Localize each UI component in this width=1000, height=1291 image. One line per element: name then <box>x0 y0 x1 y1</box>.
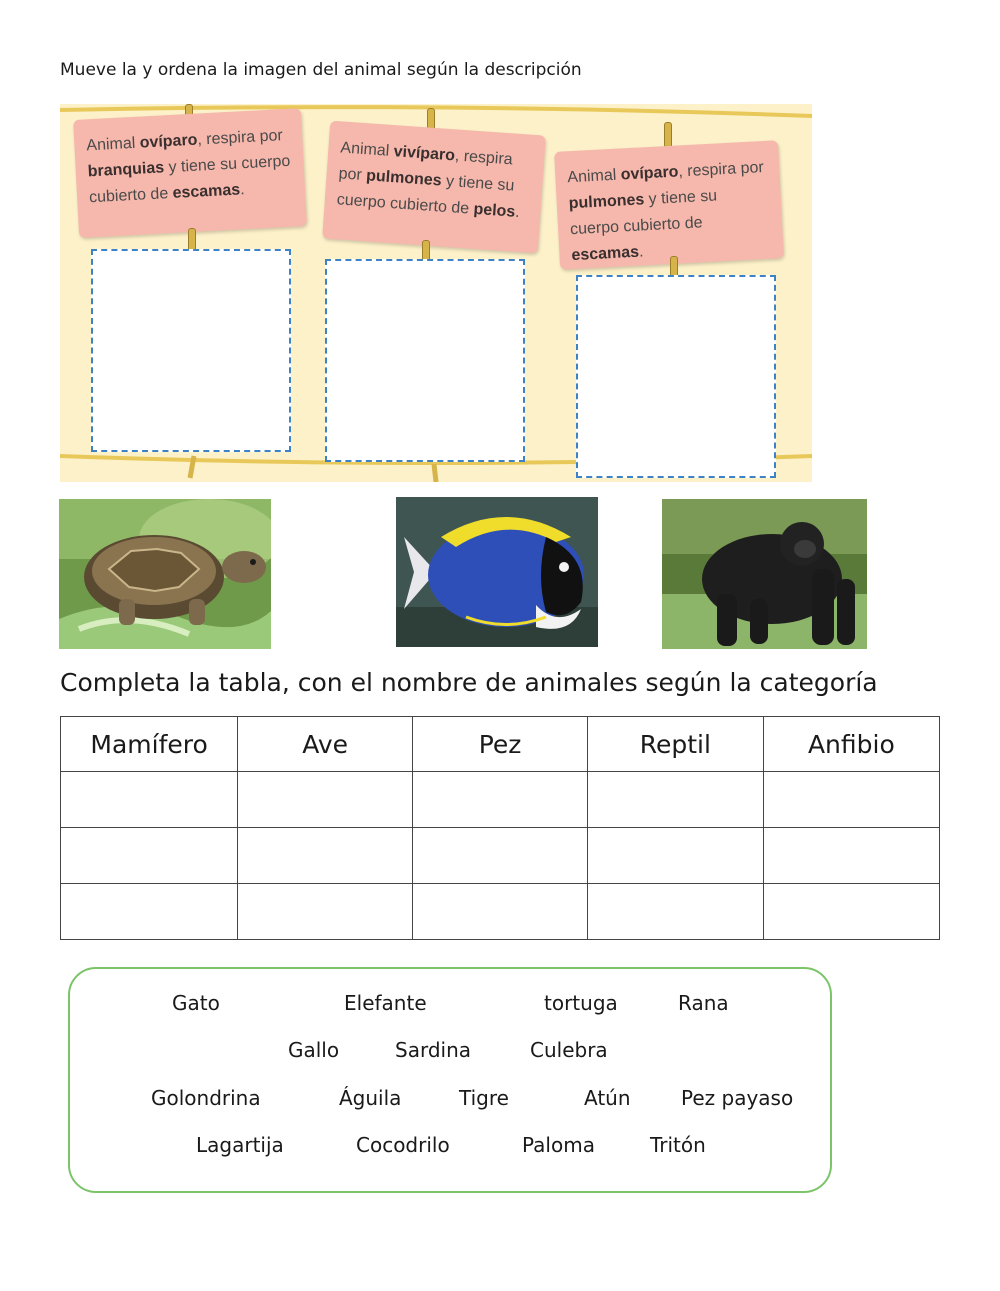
word-item[interactable]: Pez payaso <box>681 1086 794 1110</box>
column-header-reptil: Reptil <box>587 717 763 772</box>
drop-zone-1[interactable] <box>91 249 291 452</box>
table-row <box>61 884 940 940</box>
table-cell[interactable] <box>413 884 588 940</box>
word-item[interactable]: Águila <box>339 1086 402 1110</box>
word-item[interactable]: Cocodrilo <box>356 1133 450 1157</box>
description-board <box>60 104 812 482</box>
fish-photo[interactable] <box>396 497 598 647</box>
table-cell[interactable] <box>763 772 939 828</box>
table-cell[interactable] <box>763 884 939 940</box>
word-item[interactable]: Culebra <box>530 1038 608 1062</box>
table-row <box>61 828 940 884</box>
word-item[interactable]: Paloma <box>522 1133 595 1157</box>
table-heading: Completa la tabla, con el nombre de animales según la categoría <box>60 668 878 697</box>
table-row <box>61 772 940 828</box>
description-card-3: Animal ovíparo, respira por pulmones y tiene su cuerpo cubierto de escamas. <box>554 140 784 270</box>
column-header-pez: Pez <box>413 717 588 772</box>
word-item[interactable]: Sardina <box>395 1038 472 1062</box>
column-header-anfibio: Anfibio <box>763 717 939 772</box>
word-item[interactable]: Rana <box>678 991 729 1015</box>
table-cell[interactable] <box>413 772 588 828</box>
clip-icon <box>664 122 672 148</box>
word-item[interactable]: Gallo <box>288 1038 340 1062</box>
gorilla-photo[interactable] <box>662 499 867 649</box>
word-item[interactable]: Lagartija <box>196 1133 284 1157</box>
category-table <box>60 716 940 940</box>
table-cell[interactable] <box>238 772 413 828</box>
table-cell[interactable] <box>238 828 413 884</box>
table-cell[interactable] <box>587 828 763 884</box>
turtle-photo[interactable] <box>59 499 271 649</box>
word-item[interactable]: Gato <box>172 991 220 1015</box>
table-cell[interactable] <box>587 772 763 828</box>
table-cell[interactable] <box>763 828 939 884</box>
word-item[interactable]: tortuga <box>544 991 618 1015</box>
table-cell[interactable] <box>61 828 238 884</box>
drop-zone-3[interactable] <box>576 275 776 478</box>
column-header-mamifero: Mamífero <box>61 717 238 772</box>
table-cell[interactable] <box>587 884 763 940</box>
word-item[interactable]: Atún <box>584 1086 631 1110</box>
table-cell[interactable] <box>238 884 413 940</box>
table-cell[interactable] <box>61 772 238 828</box>
word-item[interactable]: Elefante <box>344 991 427 1015</box>
description-card-1: Animal ovíparo, respira por branquias y tiene su cuerpo cubierto de escamas. <box>73 108 307 238</box>
description-card-2: Animal vivíparo, respira por pulmones y tiene su cuerpo cubierto de pelos. <box>322 121 546 254</box>
instruction-text: Mueve la y ordena la imagen del animal según la descripción <box>60 60 582 80</box>
word-item[interactable]: Tritón <box>650 1133 706 1157</box>
drop-zone-2[interactable] <box>325 259 525 462</box>
word-item[interactable]: Golondrina <box>151 1086 261 1110</box>
column-header-ave: Ave <box>238 717 413 772</box>
table-cell[interactable] <box>61 884 238 940</box>
table-cell[interactable] <box>413 828 588 884</box>
word-item[interactable]: Tigre <box>459 1086 509 1110</box>
